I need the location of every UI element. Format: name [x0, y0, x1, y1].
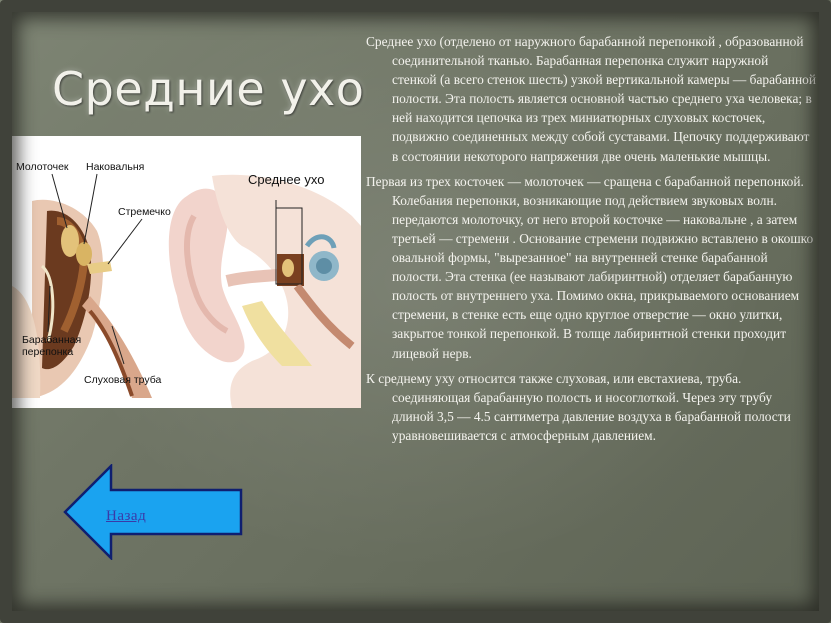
label-eardrum-line1: Барабанная — [22, 334, 82, 346]
paragraph-ossicles: Первая из трех косточек — молоточек — сращена с барабанной перепонкой. Колебания перепонки, возникающие под действием звуковых волн. передаются молоточку, от него второй косточке — наковальне , а затем третьей — стремени . Основание стремени подвижно вставлено в окошко овальной формы, "вырезанное" на внутренней стенке барабанной полости. Эта стенка (ее называют лабиринтной) отделяет барабанную полость от внутреннего уха. Помимо окна, прикрываемого основанием стремени, в стенке есть еще одно круглое отверстие — окно улитки, закрытое тонкой перепонкой. В толще лабиринтной стенки проходит лицевой нерв. — [366, 173, 814, 361]
paragraph-eustachian-tube: К среднему уху относится также слуховая, или евстахиева, труба. соединяющая барабанную полость и носоглоткой. Через эту трубу длиной 3,5 — 4.5 сантиметра давление воздуха в барабанной полости уравновешивается с атмосферным давлением. — [366, 370, 791, 443]
left-arrow-icon — [63, 464, 243, 560]
label-eardrum-line2: перепонка — [22, 346, 74, 358]
back-button[interactable] — [63, 464, 243, 560]
label-eustachian-tube: Слуховая труба — [84, 374, 162, 386]
slide-title: Средние ухо — [52, 62, 365, 116]
label-incus: Наковальня — [86, 161, 145, 173]
label-middle-ear: Среднее ухо — [248, 172, 325, 187]
back-button-label[interactable]: Назад — [106, 508, 147, 524]
label-stapes: Стремечко — [118, 206, 171, 218]
description-text — [366, 32, 816, 451]
ear-anatomy-figure — [12, 136, 361, 408]
label-malleus: Молоточек — [16, 161, 69, 173]
paragraph-middle-ear-structure: Среднее ухо (отделено от наружного барабанной перепонкой , образованной соединительной тканью. Барабанная перепонка служит наружной стенкой (а всего стенок шесть) узкой вертикальной камеры — барабанной полости. Эта полость является основной частью среднего уха человека; в ней находится цепочка из трех миниатюрных слуховых косточек, подвижно соединенных между собой суставами. Цепочку поддерживают в состоянии некоторого напряжения две очень маленькие мышцы. — [366, 34, 816, 164]
